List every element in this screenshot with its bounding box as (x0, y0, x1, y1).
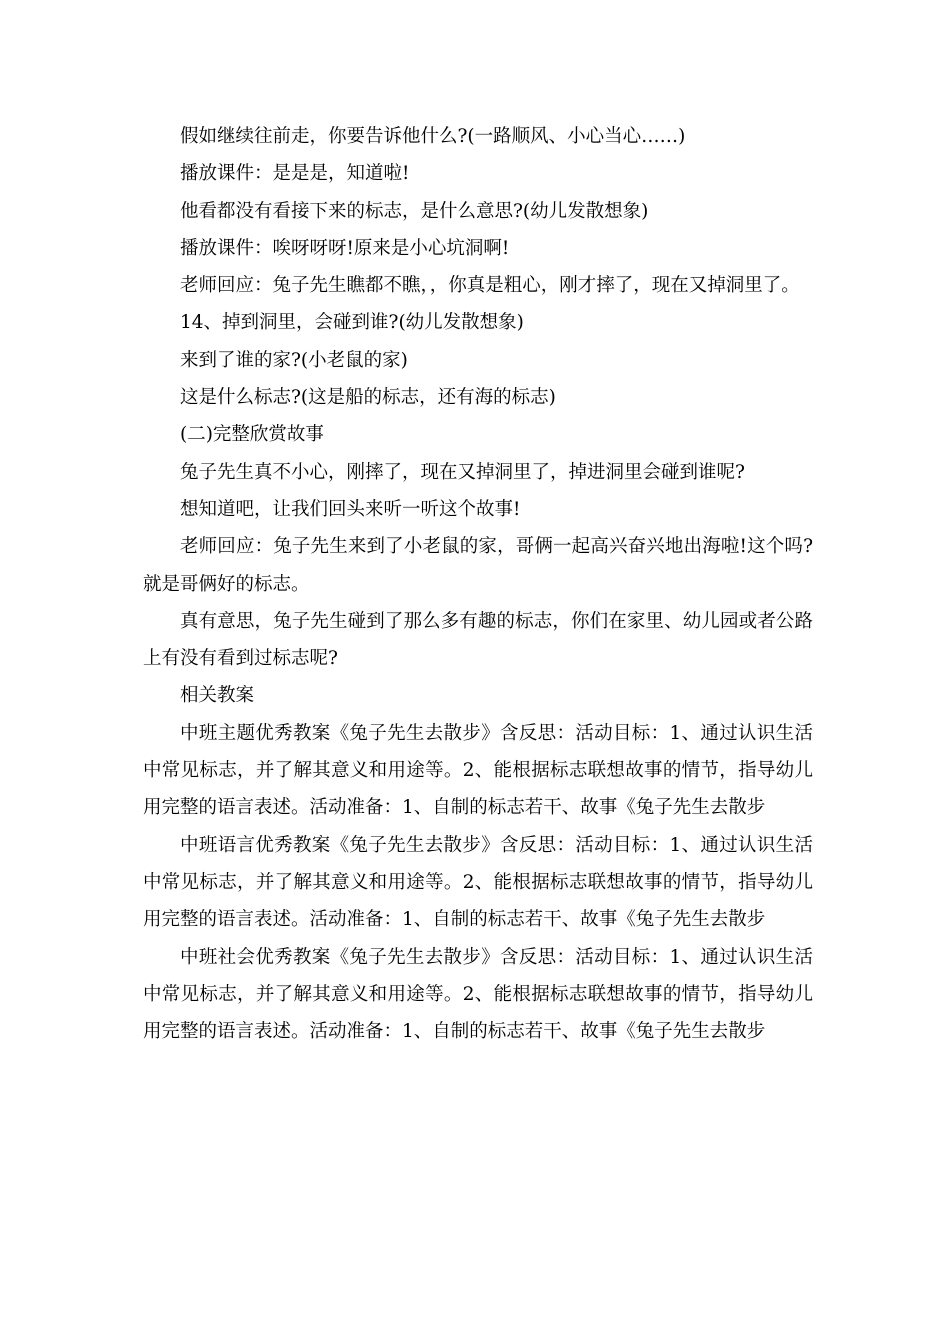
paragraph-continue-forward: 假如继续往前走，你要告诉他什么?(一路顺风、小心当心……) (180, 126, 686, 147)
paragraph-interesting-signs: 真有意思，兔子先生碰到了那么多有趣的标志，你们在家里、幼儿园或者公路上有没有看到过标志呢? (143, 610, 813, 670)
heading-related-lessons: 相关教案 (180, 685, 255, 707)
section-heading-full-story: (二)完整欣赏故事 (180, 424, 324, 446)
paragraph-play-courseware-1: 播放课件：是是是，知道啦! (180, 163, 410, 185)
paragraph-play-courseware-2: 播放课件：唉呀呀呀!原来是小心坑洞啊! (180, 237, 510, 259)
paragraph-teacher-response-2: 老师回应：兔子先生来到了小老鼠的家，哥俩一起高兴奋兴地出海啦!这个吗?就是哥俩好的标志。 (143, 536, 813, 595)
paragraph-rabbit-careless: 兔子先生真不小心，刚摔了，现在又掉洞里了，掉进洞里会碰到谁呢? (180, 461, 745, 483)
related-lesson-language: 中班语言优秀教案《兔子先生去散步》含反思：活动目标：1、通过认识生活中常见标志，并了解其意义和用途等。2、能根据标志联想故事的情节，指导幼儿用完整的语言表述。活动准备：1、自制的标志若干、故事《兔子先生去散步 (143, 834, 813, 931)
paragraph-listen-again: 想知道吧，让我们回头来听一听这个故事! (180, 498, 521, 520)
related-lesson-theme: 中班主题优秀教案《兔子先生去散步》含反思：活动目标：1、通过认识生活中常见标志，并了解其意义和用途等。2、能根据标志联想故事的情节，指导幼儿用完整的语言表述。活动准备：1、自制的标志若干、故事《兔子先生去散步 (143, 722, 813, 819)
paragraph-step-14: 14、掉到洞里，会碰到谁?(幼儿发散想象) (180, 312, 524, 334)
paragraph-next-sign: 他看都没有看接下来的标志，是什么意思?(幼儿发散想象) (180, 200, 649, 222)
paragraph-teacher-response-1: 老师回应：兔子先生瞧都不瞧，，你真是粗心，刚才摔了，现在又掉洞里了。 (180, 275, 800, 297)
paragraph-what-sign: 这是什么标志?(这是船的标志，还有海的标志) (180, 387, 556, 409)
related-lesson-society: 中班社会优秀教案《兔子先生去散步》含反思：活动目标：1、通过认识生活中常见标志，并了解其意义和用途等。2、能根据标志联想故事的情节，指导幼儿用完整的语言表述。活动准备：1、自制的标志若干、故事《兔子先生去散步 (143, 946, 813, 1043)
document-page (143, 118, 813, 1050)
paragraph-whose-home: 来到了谁的家?(小老鼠的家) (180, 349, 408, 371)
